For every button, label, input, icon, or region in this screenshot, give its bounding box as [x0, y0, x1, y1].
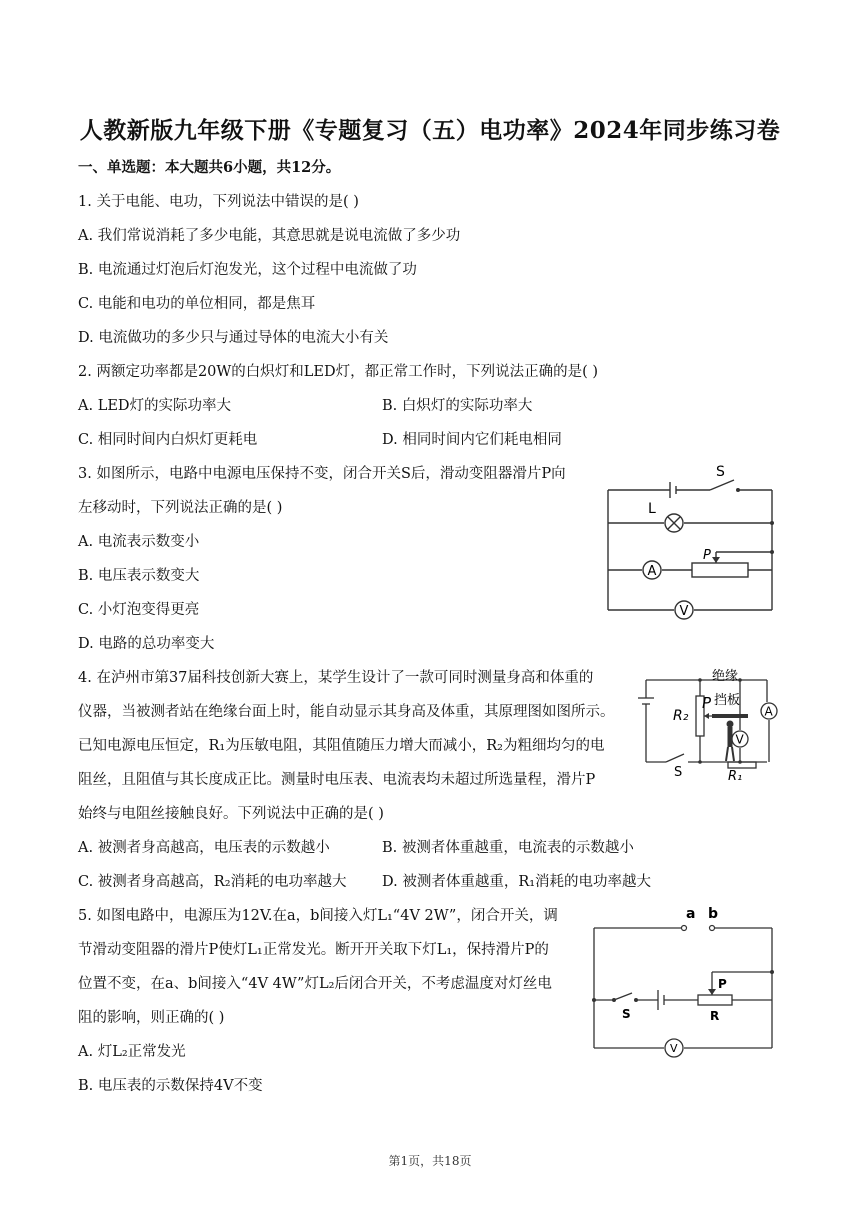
q5-stem-line2: 节滑动变阻器的滑片P使灯L₁正常发光。断开开关取下灯L₁，保持滑片P的: [78, 942, 549, 958]
q5-stem-line1: 5. 如图电路中，电源压为12V.在a，b间接入灯L₁“4V 2W”，闭合开关，调: [78, 908, 558, 924]
q5-circuit-figure: [588, 900, 784, 1062]
q2-option-b: B. 白炽灯的实际功率大: [382, 398, 533, 414]
q3-fig-voltmeter-label: V: [679, 604, 689, 619]
q3-option-c: C. 小灯泡变得更亮: [78, 602, 200, 618]
q4-circuit-figure: [632, 664, 782, 788]
q5-stem-line3: 位置不变，在a、b间接入“4V 4W”灯L₂后闭合开关，不考虑温度对灯丝电: [78, 976, 552, 992]
q1-option-c: C. 电能和电功的单位相同，都是焦耳: [78, 296, 316, 312]
q5-fig-slider-label: P: [718, 977, 727, 991]
section-heading: 一、单选题：本大题共6小题，共12分。: [78, 159, 341, 176]
q2-stem: 2. 两额定功率都是20W的白炽灯和LED灯，都正常工作时，下列说法正确的是( ): [78, 364, 599, 380]
q4-fig-r1-label: R₁: [728, 769, 743, 784]
q4-option-b: B. 被测者体重越重，电流表的示数越小: [382, 840, 634, 856]
q5-stem-line4: 阻的影响，则正确的( ): [78, 1010, 225, 1026]
q4-option-a: A. 被测者身高越高，电压表的示数越小: [78, 840, 330, 856]
q1-option-b: B. 电流通过灯泡后灯泡发光，这个过程中电流做了功: [78, 262, 417, 278]
q4-fig-ammeter-label: A: [764, 704, 773, 719]
q4-stem-line4: 阻丝，且阻值与其长度成正比。测量时电压表、电流表均未超过所选量程，滑片P: [78, 772, 596, 788]
q3-fig-ammeter-label: A: [647, 564, 657, 579]
q2-option-c: C. 相同时间内白炽灯更耗电: [78, 432, 258, 448]
q5-fig-switch-label: S: [622, 1007, 631, 1021]
q4-fig-baffle-label-1: 绝缘: [712, 669, 739, 684]
q3-stem-line2: 左移动时，下列说法正确的是( ): [78, 500, 283, 516]
q4-stem-line2: 仪器，当被测者站在绝缘台面上时，能自动显示其身高及体重，其原理图如图所示。: [78, 704, 615, 720]
q5-fig-voltmeter-label: V: [670, 1042, 678, 1055]
q1-option-d: D. 电流做功的多少只与通过导体的电流大小有关: [78, 330, 389, 346]
q3-fig-switch-label: S: [716, 464, 725, 480]
q4-fig-slider-label: P: [702, 694, 712, 712]
q5-fig-rheostat-label: R: [710, 1009, 720, 1023]
q1-option-a: A. 我们常说消耗了多少电能，其意思就是说电流做了多少功: [78, 228, 461, 244]
q3-fig-lamp-label: L: [648, 501, 656, 517]
q4-fig-voltmeter-label: V: [735, 732, 744, 747]
q4-option-c: C. 被测者身高越高，R₂消耗的电功率越大: [78, 874, 347, 890]
q4-fig-r2-label: R₂: [673, 708, 689, 724]
q3-option-d: D. 电路的总功率变大: [78, 636, 215, 652]
q1-stem: 1. 关于电能、电功，下列说法中错误的是( ): [78, 194, 359, 210]
q4-fig-switch-label: S: [674, 765, 683, 780]
q5-fig-terminal-a-label: a: [686, 906, 696, 922]
q2-option-d: D. 相同时间内它们耗电相同: [382, 432, 562, 448]
q3-option-a: A. 电流表示数变小: [78, 534, 200, 550]
q2-option-a: A. LED灯的实际功率大: [78, 398, 232, 414]
q4-stem-line5: 始终与电阻丝接触良好。下列说法中正确的是( ): [78, 806, 384, 822]
q3-option-b: B. 电压表示数变大: [78, 568, 200, 584]
q4-fig-baffle-label-2: 挡板: [714, 693, 741, 708]
page-title: 人教新版九年级下册《专题复习（五）电功率》2024年同步练习卷: [79, 117, 781, 144]
q3-fig-slider-label: P: [703, 548, 711, 563]
q5-fig-terminal-b-label: b: [708, 906, 719, 922]
q5-option-b: B. 电压表的示数保持4V不变: [78, 1078, 263, 1094]
q4-stem-line1: 4. 在泸州市第37届科技创新大赛上，某学生设计了一款可同时测量身高和体重的: [78, 670, 594, 686]
q4-stem-line3: 已知电源电压恒定，R₁为压敏电阻，其阻值随压力增大而减小，R₂为粗细均匀的电: [78, 738, 605, 754]
q3-stem-line1: 3. 如图所示，电路中电源电压保持不变，闭合开关S后，滑动变阻器滑片P向: [78, 466, 566, 482]
q3-circuit-figure: [600, 460, 790, 620]
q5-option-a: A. 灯L₂正常发光: [78, 1044, 186, 1060]
q4-option-d: D. 被测者体重越重，R₁消耗的电功率越大: [382, 874, 652, 890]
page-footer: 第1页，共18页: [388, 1154, 472, 1168]
